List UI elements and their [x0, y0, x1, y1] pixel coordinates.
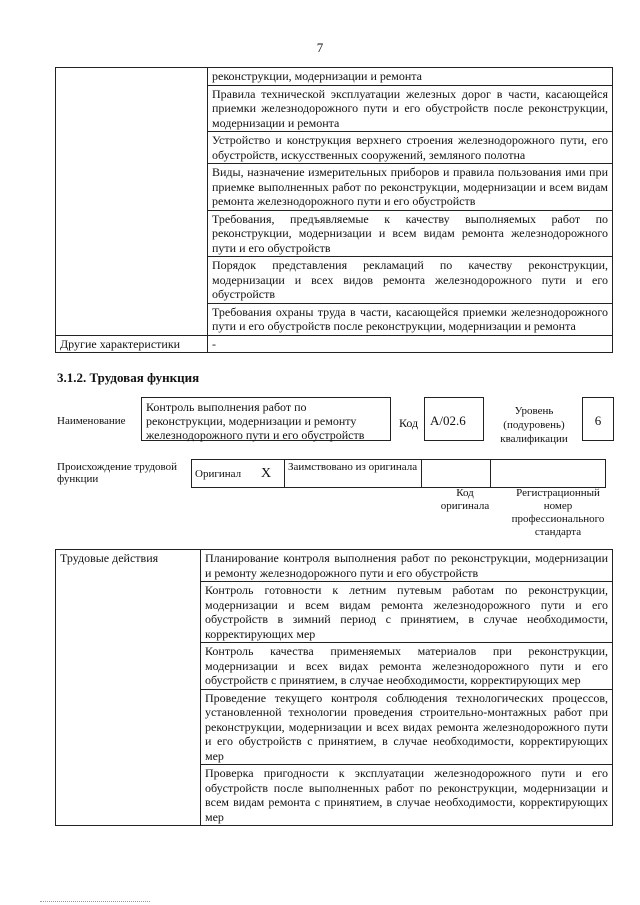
- table-cell: Проверка пригодности к эксплуатации железнодорожного пути и его обустройств после выполненных работ по реконструкции, модернизации и всем видам ремонта с принятием, в случае необходимости, корректирующих мер: [201, 765, 613, 826]
- code-label: Код: [399, 416, 419, 430]
- table-row: [192, 460, 606, 488]
- original-mark: X: [248, 460, 285, 488]
- row-label-cell: [56, 68, 208, 336]
- original-label: Оригинал: [192, 460, 249, 488]
- section-heading: 3.1.2. Трудовая функция: [57, 370, 200, 385]
- labor-actions-table: [55, 549, 613, 826]
- registration-number-cell: [491, 460, 606, 488]
- table-cell: Виды, назначение измерительных приборов и правила пользования ими при приемке выполненных работ по реконструкции, модернизации и всем видам ремонта железнодорожного пути и его обустройств: [208, 164, 613, 211]
- original-code-caption: Код оригинала: [440, 487, 490, 512]
- origin-table: [191, 459, 606, 488]
- registration-number-caption: Регистрационный номер профессионального стандарта: [511, 487, 605, 538]
- other-characteristics-value: -: [208, 335, 613, 353]
- table-row: [56, 550, 613, 582]
- table-row: [56, 335, 613, 353]
- labor-function-name: Контроль выполнения работ по реконструкции, модернизации и ремонту железнодорожного пути и его обустройств: [141, 397, 391, 441]
- name-label: Наименование: [57, 415, 126, 427]
- origin-label: Происхождение трудовой функции: [57, 461, 178, 485]
- code-value: A/02.6: [424, 397, 484, 441]
- labor-actions-label: Трудовые действия: [56, 550, 201, 826]
- table-cell: Требования охраны труда в части, касающейся приемки железнодорожного пути и его обустройств после реконструкции, модернизации и ремонта: [208, 303, 613, 335]
- page-number: 7: [316, 40, 324, 55]
- other-characteristics-label: Другие характеристики: [56, 335, 208, 353]
- qualification-level-label: Уровень (подуровень) квалификации: [500, 405, 568, 445]
- knowledge-table: [55, 67, 613, 353]
- borrowed-label: Заимствовано из оригинала: [285, 460, 422, 488]
- table-row: [56, 68, 613, 86]
- qualification-level-value: 6: [582, 397, 614, 441]
- table-cell: Устройство и конструкция верхнего строения железнодорожного пути, его обустройств, искусственных сооружений, земляного полотна: [208, 132, 613, 164]
- original-code-cell: [422, 460, 491, 488]
- table-cell: Контроль качества применяемых материалов при реконструкции, модернизации и всех видах ремонта железнодорожного пути и его обустройств с принятием, в случае необходимости, корректирующих мер: [201, 643, 613, 690]
- table-cell: Проведение текущего контроля соблюдения технологических процессов, установленной технологии проведения строительно-монтажных работ при реконструкции, модернизации и всех видах ремонта железнодорожного пути и его обустройств с принятием, в случае необходимости, корректирующих мер: [201, 689, 613, 765]
- table-cell: Требования, предъявляемые к качеству выполняемых работ по реконструкции, модернизации и всем видам ремонта железнодорожного пути и его обустройств: [208, 210, 613, 257]
- table-cell: Контроль готовности к летним путевым работам по реконструкции, модернизации и всем видам ремонта железнодорожного пути и его обустройств в зимний период с принятием, в случае необходимости, корректирующих мер: [201, 582, 613, 643]
- scan-artifact: [40, 901, 150, 903]
- table-cell: реконструкции, модернизации и ремонта: [208, 68, 613, 86]
- table-cell: Порядок представления рекламаций по качеству реконструкции, модернизации и всех видов ремонта железнодорожного пути и его обустройств: [208, 257, 613, 304]
- table-cell: Планирование контроля выполнения работ по реконструкции, модернизации и ремонту железнодорожного пути и его обустройств: [201, 550, 613, 582]
- table-cell: Правила технической эксплуатации железных дорог в части, касающейся приемки железнодорожного пути и его обустройств после реконструкции, модернизации и ремонта: [208, 85, 613, 132]
